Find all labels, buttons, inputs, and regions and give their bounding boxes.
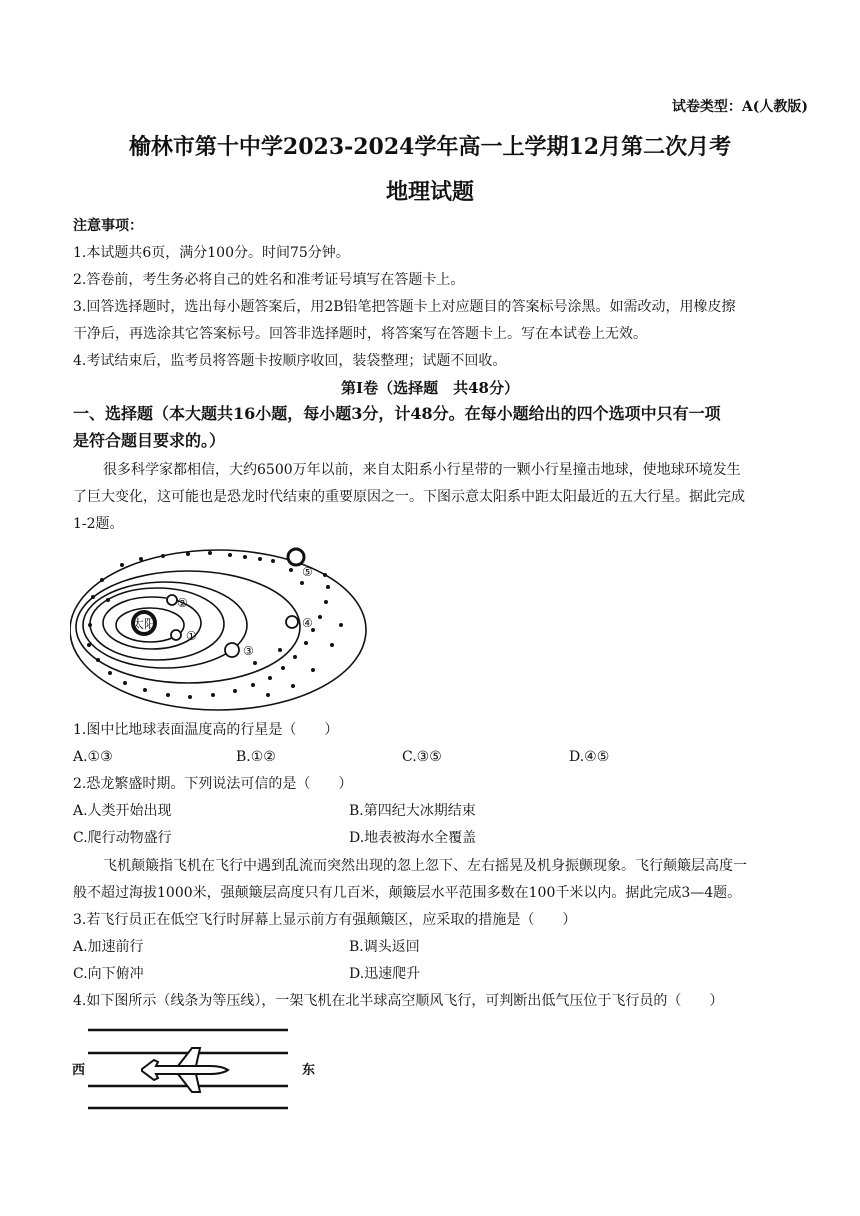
notes-heading: 注意事项：	[73, 218, 143, 234]
q1-option-a: A.①③	[73, 749, 113, 765]
passage1-line: 1-2题。	[73, 516, 124, 532]
isobar-figure	[70, 1020, 320, 1120]
passage1-line: 了巨大变化，这可能也是恐龙时代结束的重要原因之一。下图示意太阳系中距太阳最近的五大行星。据此完成	[73, 489, 745, 505]
q3-option-a: A.加速前行	[73, 939, 144, 955]
east-label: 东	[302, 1063, 316, 1078]
note-item: 1.本试题共6页，满分100分。时间75分钟。	[73, 245, 350, 261]
note-item: 3.回答选择题时，选出每小题答案后，用2B铅笔把答题卡上对应题目的答案标号涂黑。如需改动，用橡皮擦	[73, 299, 736, 315]
planet-label-3: ③	[243, 644, 254, 658]
note-item: 4.考试结束后，监考员将答题卡按顺序收回，装袋整理；试题不回收。	[73, 353, 507, 369]
q2-stem: 2.恐龙繁盛时期。下列说法可信的是（ ）	[73, 776, 353, 792]
q1-stem: 1.图中比地球表面温度高的行星是（ ）	[73, 722, 339, 738]
planet-label-5: ⑤	[302, 565, 313, 579]
subject-title: 地理试题	[385, 179, 474, 205]
outer-orbit	[70, 550, 366, 710]
solar-system-figure	[70, 545, 370, 715]
planet-label-2: ②	[177, 596, 188, 610]
q3-stem: 3.若飞行员正在低空飞行时屏幕上显示前方有强颠簸区，应采取的措施是（ ）	[73, 912, 577, 928]
exam-title: 榆林市第十中学2023-2024学年高一上学期12月第二次月考	[128, 134, 732, 160]
west-label: 西	[72, 1063, 86, 1078]
sun	[131, 610, 157, 636]
planet-venus	[167, 595, 177, 605]
planet-mars	[286, 616, 298, 628]
q2-option-a: A.人类开始出现	[73, 803, 172, 819]
section-instruction: 一、选择题（本大题共16小题，每小题3分，计48分。在每小题给出的四个选项中只有一项	[73, 404, 721, 423]
planet-earth	[225, 643, 239, 657]
note-item: 2.答卷前，考生务必将自己的姓名和准考证号填写在答题卡上。	[73, 272, 465, 288]
q1-option-b: B.①②	[236, 749, 276, 765]
passage2-line: 飞机颠簸指飞机在飞行中遇到乱流而突然出现的忽上忽下、左右摇晃及机身振颤现象。飞行颠簸层高度一	[103, 858, 747, 874]
q2-option-d: D.地表被海水全覆盖	[349, 830, 477, 846]
planet-mercury	[171, 630, 181, 640]
sun-label: 太阳	[131, 617, 157, 631]
passage2-line: 般不超过海拔1000米，强颠簸层高度只有几百米，颠簸层水平范围多数在100千米以内。据此完成3—4题。	[73, 885, 742, 901]
passage1-line: 很多科学家都相信，大约6500万年以前，来自太阳系小行星带的一颗小行星撞击地球，使地球环境发生	[103, 462, 741, 478]
q3-option-d: D.迅速爬升	[349, 966, 421, 982]
planet-label-1: ①	[186, 629, 197, 643]
q2-option-c: C.爬行动物盛行	[73, 830, 172, 846]
q1-option-c: C.③⑤	[402, 749, 442, 765]
planet-jupiter	[288, 549, 304, 565]
q3-option-b: B.调头返回	[349, 939, 420, 955]
q2-option-b: B.第四纪大冰期结束	[349, 803, 476, 819]
section-instruction: 是符合题目要求的。）	[73, 431, 226, 450]
section-title: 第Ⅰ卷（选择题 共48分）	[341, 379, 519, 397]
orbit-mars	[83, 582, 247, 668]
planet-label-4: ④	[302, 616, 313, 630]
q1-option-d: D.④⑤	[569, 749, 610, 765]
paper-type-label: 试卷类型：A(人教版)	[671, 99, 808, 115]
q3-option-c: C.向下俯冲	[73, 966, 144, 982]
note-item: 干净后，再选涂其它答案标号。回答非选择题时，将答案写在答题卡上。写在本试卷上无效。	[73, 326, 647, 342]
q4-stem: 4.如下图所示（线条为等压线），一架飞机在北半球高空顺风飞行，可判断出低气压位于飞行员的（ ）	[73, 993, 724, 1009]
